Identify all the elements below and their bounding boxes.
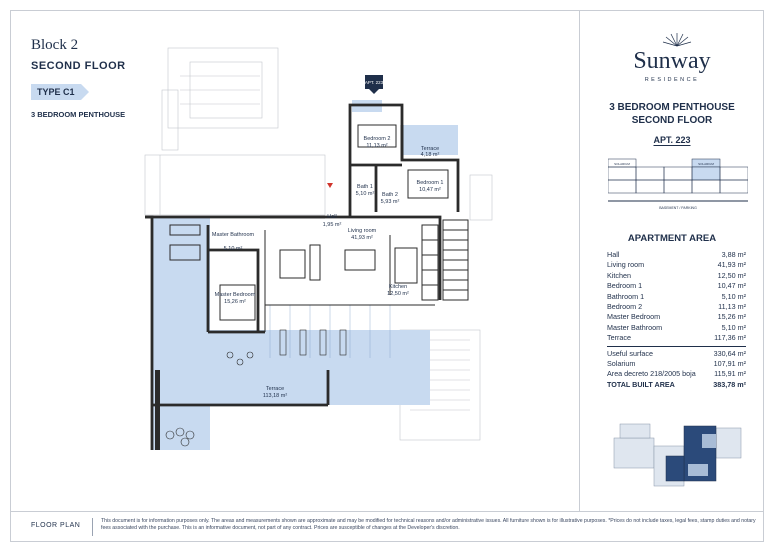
area-total-row: [607, 349, 746, 359]
area-row: [607, 260, 746, 270]
area-total-label: Area decreto 218/2005 boja: [607, 369, 696, 379]
area-label: Terrace: [607, 333, 631, 343]
key-plan-solarium-a: SOLARIUM: [614, 162, 630, 166]
area-value: 5,10 m²: [721, 322, 746, 332]
area-label: Living room: [607, 260, 645, 270]
room-name-master-bedroom: Master Bedroom: [214, 292, 256, 298]
room-name-master-bath: Master Bathroom: [211, 232, 255, 238]
footer-separator: [92, 518, 93, 536]
key-plan-grid: [608, 157, 748, 213]
apartment-heading-line-2: SECOND FLOOR: [631, 115, 713, 126]
room-area-bath-2: 5,93 m²: [380, 199, 400, 205]
apartment-heading: [580, 101, 764, 127]
area-row: [607, 312, 746, 322]
footer-disclaimer: This document is for information purposes only. The areas and measurements shown are approximate and may be modified for technical reasons and/or administrative issues. All furniture shown is for illustrative purposes. *Prices do not include taxes, legal fees, stamp duties and notary fees associated with the purchase. This is an informative document, not part of any contract. Prices are susceptible of changes at the Developer's discretion.: [101, 518, 756, 531]
area-value: 12,50 m²: [717, 270, 746, 280]
apt-marker: [365, 75, 384, 94]
area-value: 41,93 m²: [717, 260, 746, 270]
room-area-terrace-small: 4,18 m²: [420, 152, 440, 158]
floor-title: SECOND FLOOR: [31, 60, 126, 72]
area-total-label: Solarium: [607, 358, 636, 368]
area-title: APARTMENT AREA: [627, 233, 717, 244]
panel-divider: [579, 11, 580, 511]
type-tag: TYPE C1: [31, 84, 81, 100]
unit-subtitle: 3 BEDROOM PENTHOUSE: [31, 110, 126, 119]
room-name-bedroom-1: Bedroom 1: [416, 180, 444, 186]
footer-label: FLOOR PLAN: [31, 522, 81, 529]
area-value: 5,10 m²: [721, 291, 746, 301]
apartment-code: APT. 223: [653, 135, 691, 145]
room-area-master-bath: 5,10 m²: [223, 246, 243, 252]
area-value: 117,36 m²: [714, 333, 746, 343]
room-area-bath-1: 5,10 m²: [355, 191, 375, 197]
area-value: 10,47 m²: [717, 281, 746, 291]
location-map: [606, 416, 748, 496]
total-built-label: TOTAL BUILT AREA: [607, 379, 675, 389]
area-total-value: 330,64 m²: [713, 348, 746, 358]
area-row: [607, 250, 746, 260]
room-name-living: Living room: [347, 228, 377, 234]
area-value: 3,88 m²: [721, 250, 746, 259]
area-row: [607, 281, 746, 291]
brand-name: Sunway: [633, 48, 711, 74]
area-label: Master Bathroom: [607, 322, 663, 332]
entrance-arrow-icon: [327, 183, 333, 188]
area-label: Bedroom 2: [607, 301, 643, 311]
key-plan-basement: BASEMENT / PARKING: [659, 206, 697, 210]
room-area-bedroom-2: 11,13 m²: [366, 143, 388, 149]
area-value: 11,13 m²: [718, 301, 746, 311]
room-area-terrace-large: 113,18 m²: [262, 393, 288, 399]
area-label: Hall: [607, 250, 620, 259]
footer-divider: [11, 511, 763, 512]
area-total-value: 115,91 m²: [714, 369, 746, 379]
room-name-bedroom-2: Bedroom 2: [363, 136, 391, 142]
area-row: [607, 302, 746, 312]
room-name-terrace-small: Terrace: [420, 146, 440, 152]
room-name-terrace-large: Terrace: [265, 386, 285, 392]
area-table: [607, 250, 746, 390]
area-total-label: Useful surface: [607, 348, 653, 358]
sun-logo-icon: [662, 31, 692, 47]
room-area-living: 41,93 m²: [351, 235, 373, 241]
area-row: [607, 271, 746, 281]
room-area-kitchen: 12,50 m²: [387, 291, 409, 297]
area-separator: [607, 346, 746, 347]
area-label: Kitchen: [607, 270, 631, 280]
apt-marker-label: APT. 223: [364, 80, 384, 85]
room-area-bedroom-1: 10,47 m²: [419, 187, 441, 193]
plan-columns: [155, 370, 160, 450]
room-area-hall: 1,95 m²: [322, 222, 342, 228]
room-name-kitchen: Kitchen: [388, 284, 408, 290]
room-name-hall: Hall: [327, 214, 337, 220]
total-built-value: 383,78 m²: [713, 379, 746, 389]
block-title: Block 2: [31, 37, 79, 53]
room-name-bath-2: Bath 2: [382, 192, 398, 198]
area-label: Bedroom 1: [607, 281, 643, 291]
room-name-bath-1: Bath 1: [357, 184, 373, 190]
area-total-row: [607, 359, 746, 369]
area-value: 15,26 m²: [717, 312, 746, 322]
area-row: [607, 323, 746, 333]
apartment-heading-line-1: 3 BEDROOM PENTHOUSE: [609, 102, 735, 113]
brand-subtitle: RESIDENCE: [644, 77, 700, 83]
area-label: Bathroom 1: [607, 291, 645, 301]
key-plan-solarium-b: SOLARIUM: [698, 162, 714, 166]
area-label: Master Bedroom: [607, 312, 661, 322]
area-row: [607, 292, 746, 302]
area-total-value: 107,91 m²: [713, 358, 746, 368]
total-built-row: [607, 380, 746, 390]
room-area-master-bedroom: 15,26 m²: [224, 299, 246, 305]
area-row: [607, 333, 746, 343]
area-total-row: [607, 369, 746, 379]
floor-plan: [140, 40, 500, 460]
